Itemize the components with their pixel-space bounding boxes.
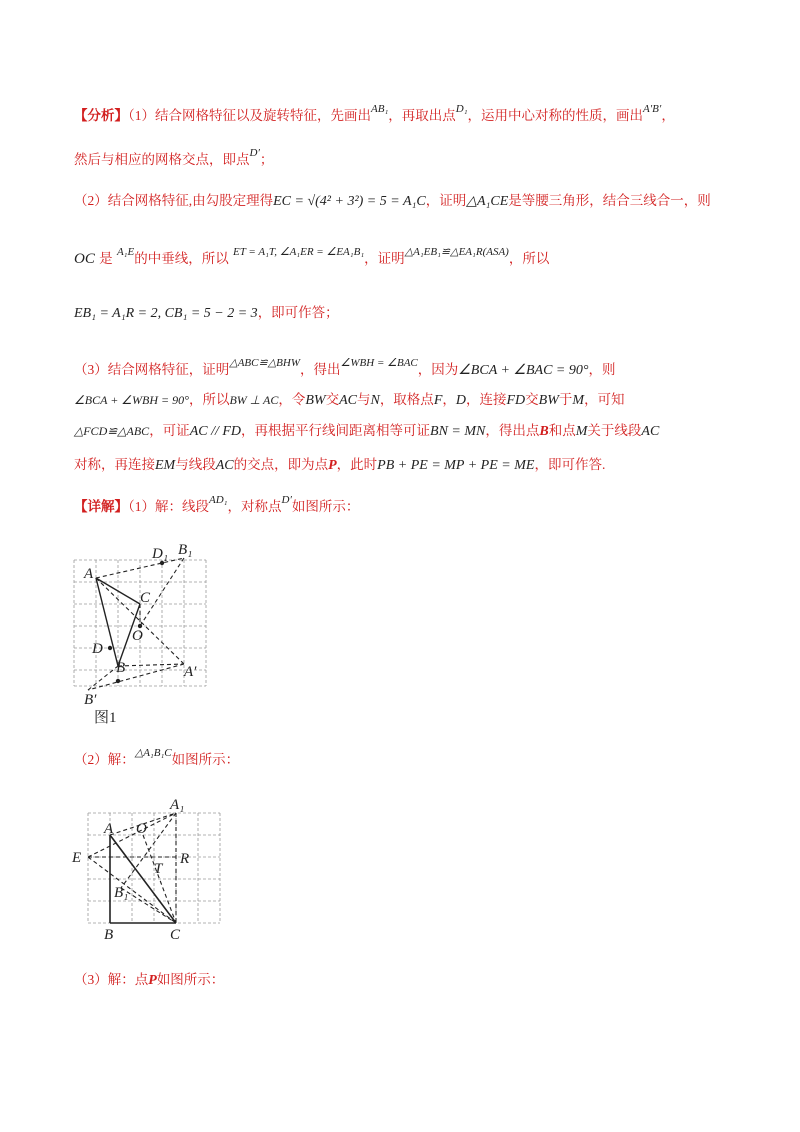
fig1-label-B: B [116, 660, 126, 676]
fig1-label-O: O [132, 628, 143, 644]
detail-line-3: （3）解：点P如图所示： [74, 972, 225, 988]
fig2-label-O: O [136, 821, 147, 837]
detail-line-2: （2）解：$^{\triangle A_1B_1C}$如图所示： [74, 747, 240, 767]
analysis-line-5: EB₁ = A₁R = 2, CB₁ = 5 − 2 = 3，即可作答； [74, 305, 339, 321]
fig2-label-C: C [170, 927, 181, 943]
fig1-label-A: A [84, 566, 94, 582]
fig1-label-Ap: A′ [184, 664, 197, 680]
analysis-tag: 【分析】 [74, 108, 128, 123]
fig1-label-Bp: B′ [84, 692, 97, 708]
fig2-label-T: T [154, 861, 163, 877]
fig1-label-D1: D₁ [152, 546, 169, 562]
detail-tag: 【详解】 [74, 499, 128, 514]
analysis-line-7: ∠BCA + ∠WBH = 90°，所以BW ⊥ AC，令BW交AC与N，取格点F，D，连接FD交BW于M，可知 [74, 392, 625, 408]
fig2-label-A1: A₁ [170, 797, 185, 813]
analysis-line-2: 然后与相应的网格交点，即点$^{D'}$； [74, 147, 274, 167]
figure-1 [60, 540, 220, 725]
fig2-label-B: B [104, 927, 114, 943]
fig1-label-D: D [92, 641, 103, 657]
fig2-label-A: A [104, 821, 114, 837]
fig2-label-R: R [180, 851, 190, 867]
analysis-line-1: 【分析】（1）结合网格特征以及旋转特征，先画出$^{AB_1}$，再取出点$^{D_1}$，运用中心对称的性质，画出$^{A'B'}$， [74, 103, 675, 123]
fig1-label-C: C [140, 590, 151, 606]
fig1-caption: 图1 [94, 710, 117, 725]
analysis-line-9: 对称，再连接EM与线段AC的交点，即为点P，此时PB + PE = MP + PE = ME，即可作答. [74, 457, 606, 473]
analysis-line-8: △FCD≌△ABC，可证AC // FD，再根据平行线间距离相等可证BN = MN，得出点B和点M关于线段AC [74, 423, 660, 439]
analysis-line-3: （2）结合网格特征,由勾股定理得EC = √(4² + 3²) = 5 = A₁C，证明△A₁CE是等腰三角形，结合三线合一，则 [74, 193, 711, 209]
figure-2 [66, 795, 236, 945]
analysis-line-6: （3）结合网格特征，证明$^{\triangle ABC≌\triangle BHW}$，得出$^{\angle WBH = \angle BAC}$，因为∠BCA + ∠BAC = 90°，则 [74, 357, 616, 378]
detail-line-1: 【详解】（1）解：线段$^{AD_1}$，对称点$^{D'}$如图所示： [74, 494, 360, 514]
analysis-line-4: OC 是 $^{A_1E}$的中垂线，所以 $^{ET = A_1T, \angle A_1ER = \angle EA_1B_1}$，证明$^{\triangle A_1EB_1≌\triangle EA_1R(ASA)}$，所以 [74, 246, 550, 267]
fig2-label-E: E [72, 850, 82, 866]
fig1-label-B1: B₁ [178, 542, 193, 558]
fig2-label-B1: B₁ [114, 885, 129, 901]
